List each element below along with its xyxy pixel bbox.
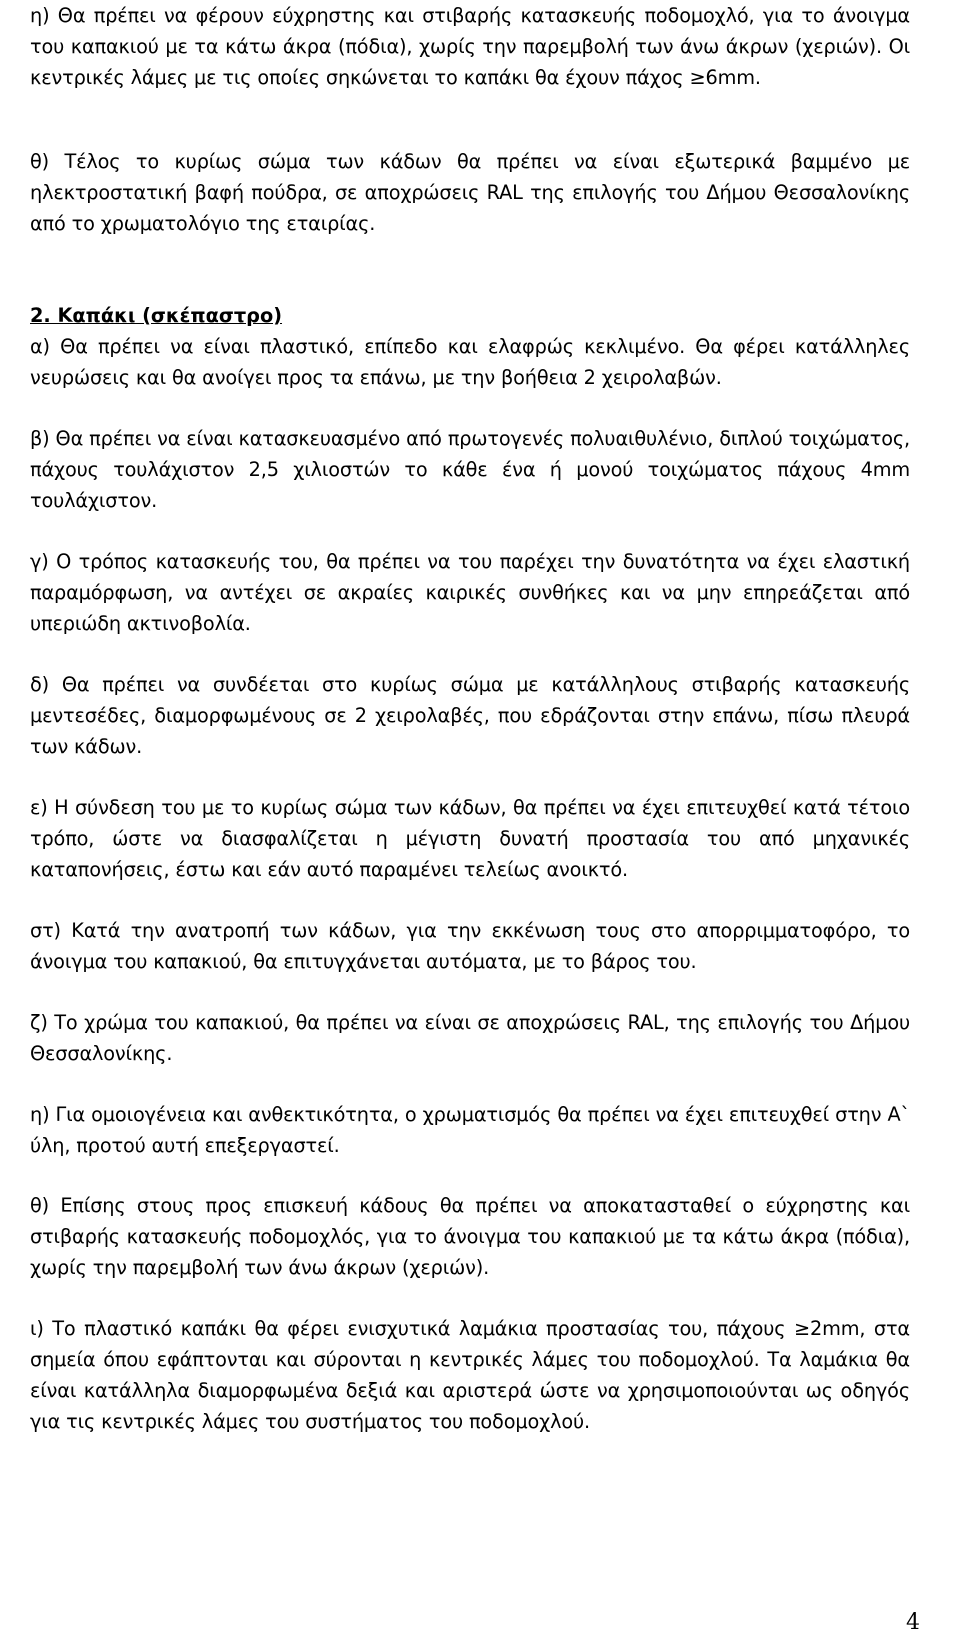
paragraph-lid-eta: η) Για ομοιογένεια και ανθεκτικότητα, ο χρωματισμός θα πρέπει να έχει επιτευχθεί στην Α` ύλη, προτού αυτή επεξεργαστεί. <box>30 1103 910 1157</box>
paragraph-lid-gamma: γ) Ο τρόπος κατασκευής του, θα πρέπει να του παρέχει την δυνατότητα να έχει ελαστική παραμόρφωση, να αντέχει σε ακραίες καιρικές συνθήκες και να μην επηρεάζεται από υπεριώδη ακτινοβολία. <box>30 550 910 635</box>
section-heading-lid: 2. Καπάκι (σκέπαστρο) <box>30 304 283 327</box>
paragraph-lid-delta: δ) Θα πρέπει να συνδέεται στο κυρίως σώμα με κατάλληλους στιβαρής κατασκευής μεντεσέδες, διαμορφωμένους σε 2 χειρολαβές, που εδράζονται στην επάνω, πίσω πλευρά των κάδων. <box>30 673 910 758</box>
paragraph-lid-beta: β) Θα πρέπει να είναι κατασκευασμένο από πρωτογενές πολυαιθυλένιο, διπλού τοιχώματος, πάχους τουλάχιστον 2,5 χιλιοστών το κάθε ένα ή μονού τοιχώματος πάχους 4mm τουλάχιστον. <box>30 427 910 512</box>
paragraph-lid-alpha: α) Θα πρέπει να είναι πλαστικό, επίπεδο και ελαφρώς κεκλιμένο. Θα φέρει κατάλληλες νευρώσεις και θα ανοίγει προς τα επάνω, με την βοήθεια 2 χειρολαβών. <box>30 335 910 389</box>
paragraph-lid-stigma: στ) Κατά την ανατροπή των κάδων, για την εκκένωση τους στο απορριμματοφόρο, το άνοιγμα του καπακιού, θα επιτυγχάνεται αυτόματα, με το βάρος του. <box>30 919 910 973</box>
page-number: 4 <box>906 1610 920 1635</box>
paragraph-lid-iota: ι) Το πλαστικό καπάκι θα φέρει ενισχυτικά λαμάκια προστασίας του, πάχους ≥2mm, στα σημεία όπου εφάπτονται και σύρονται η κεντρικές λάμες του ποδομοχλού. Τα λαμάκια θα είναι κατάλληλα διαμορφωμένα δεξιά και αριστερά ώστε να χρησιμοποιούνται ως οδηγός για τις κεντρικές λάμες του συστήματος του ποδομοχλού. <box>30 1317 910 1433</box>
paragraph-eta-foot-lever: η) Θα πρέπει να φέρουν εύχρηστης και στιβαρής κατασκευής ποδομοχλό, για το άνοιγμα του καπακιού με τα κάτω άκρα (πόδια), χωρίς την παρεμβολή των άνω άκρων (χεριών). Οι κεντρικές λάμες με τις οποίες σηκώνεται το καπάκι θα έχουν πάχος ≥6mm. <box>30 4 910 89</box>
paragraph-theta-body-paint: θ) Τέλος το κυρίως σώμα των κάδων θα πρέπει να είναι εξωτερικά βαμμένο με ηλεκτροστατική βαφή πούδρα, σε αποχρώσεις RAL της επιλογής του Δήμου Θεσσαλονίκης από το χρωματολόγιο της εταιρίας. <box>30 150 910 235</box>
paragraph-lid-zeta: ζ) Το χρώμα του καπακιού, θα πρέπει να είναι σε αποχρώσεις RAL, της επιλογής του Δήμου Θεσσαλονίκης. <box>30 1011 910 1065</box>
paragraph-lid-epsilon: ε) Η σύνδεση του με το κυρίως σώμα των κάδων, θα πρέπει να έχει επιτευχθεί κατά τέτοιο τρόπο, ώστε να διασφαλίζεται η μέγιστη δυνατή προστασία του από μηχανικές καταπονήσεις, έστω και εάν αυτό παραμένει τελείως ανοικτό. <box>30 796 910 881</box>
paragraph-lid-theta: θ) Επίσης στους προς επισκευή κάδους θα πρέπει να αποκατασταθεί ο εύχρηστης και στιβαρής κατασκευής ποδομοχλός, για το άνοιγμα του καπακιού με τα κάτω άκρα (πόδια), χωρίς την παρεμβολή των άνω άκρων (χεριών). <box>30 1194 910 1279</box>
